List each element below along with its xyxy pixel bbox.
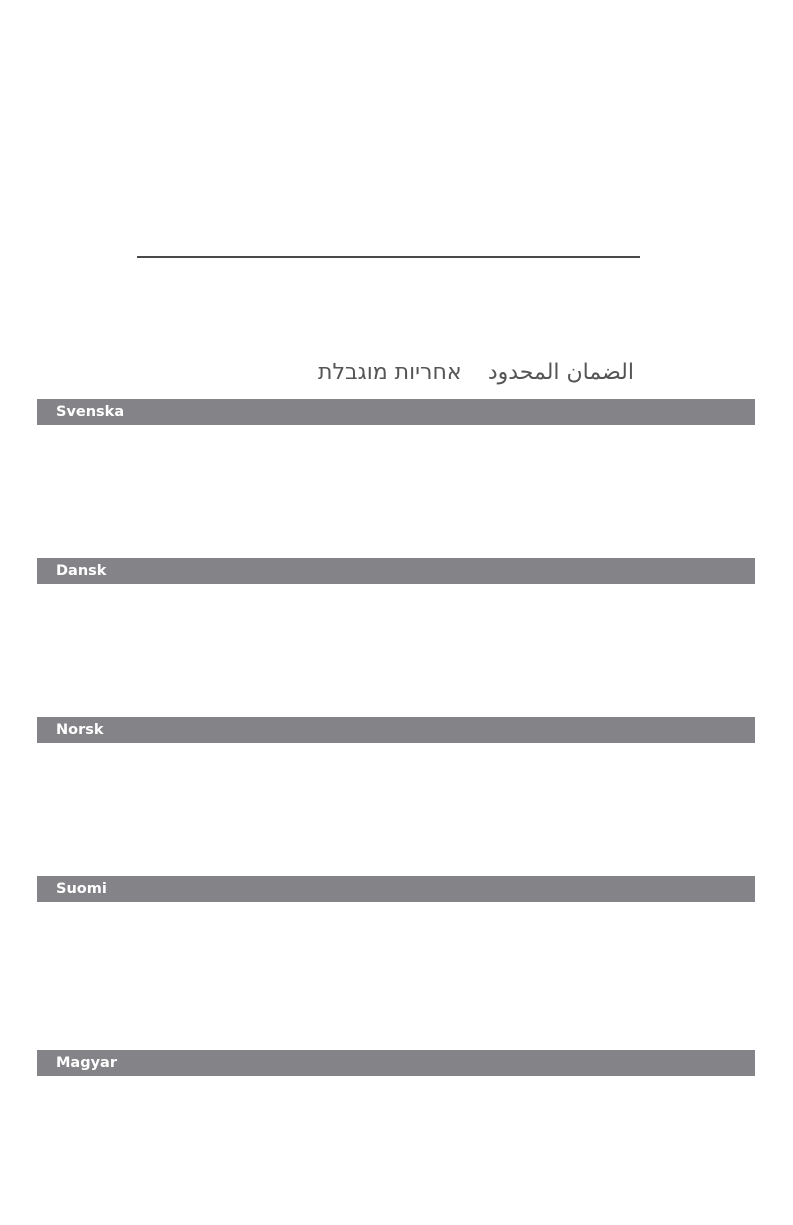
section-bar-suomi <box>37 876 755 902</box>
section-bar-svenska <box>37 399 755 425</box>
hebrew-heading: אחריות מוגבלת <box>318 360 462 385</box>
arabic-heading: الضمان المحدود <box>487 360 634 385</box>
limited-warranty-heading-rtl <box>300 360 640 392</box>
horizontal-divider <box>137 256 640 258</box>
section-label: Magyar <box>56 1055 117 1071</box>
section-bar-norsk <box>37 717 755 743</box>
section-label: Svenska <box>56 404 125 420</box>
section-bar-dansk <box>37 558 755 584</box>
section-bar-magyar <box>37 1050 755 1076</box>
section-label: Norsk <box>56 722 104 738</box>
section-label: Dansk <box>56 563 107 579</box>
section-label: Suomi <box>56 881 107 897</box>
